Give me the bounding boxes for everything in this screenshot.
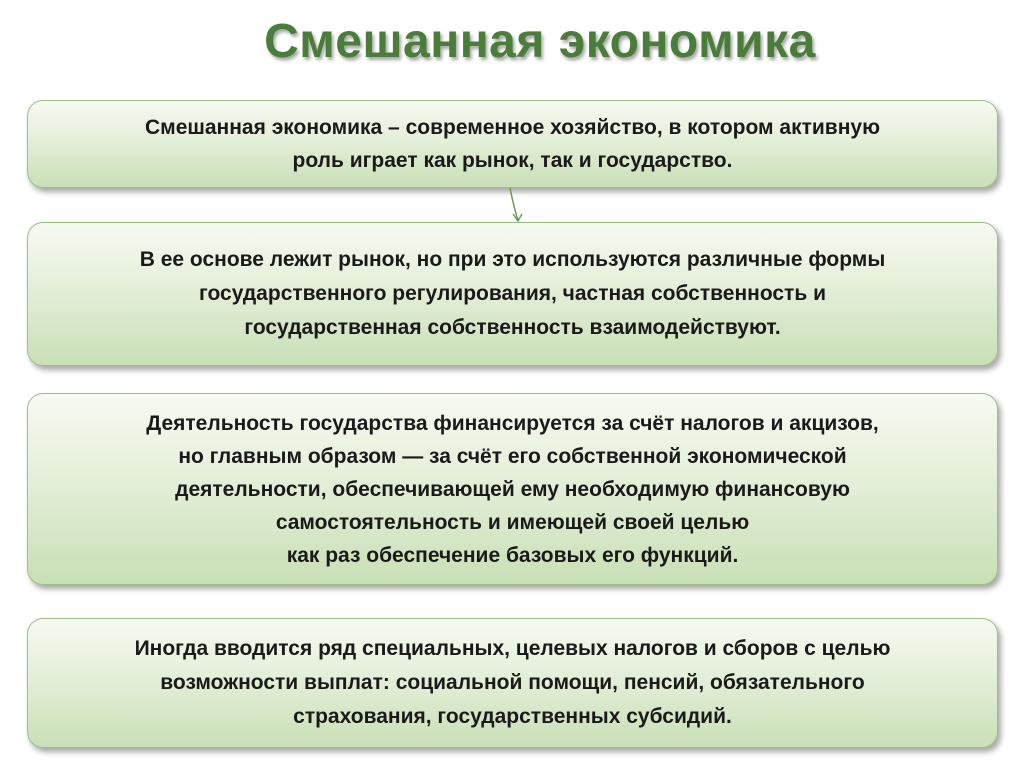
definition-text: Смешанная экономика – современное хозяйство, в котором активную роль играет как рынок, так и государство. [145,116,880,172]
basis-text: В ее основе лежит рынок, но при это используются различные формы государственного регулирования, частная собственность и государственная собственность взаимодействуют. [139,248,886,339]
special-taxes-text: Иногда вводится ряд специальных, целевых налогов и сборов с целью возможности выплат: социальной помощи, пенсий, обязательного страхования, государственных субсидий. [134,637,891,728]
connector-arrow-icon [498,184,538,226]
slide-title: Смешанная экономика [264,15,816,68]
special-taxes-box [27,618,998,748]
financing-box [27,393,998,585]
definition-box [27,100,998,188]
basis-box [27,222,998,366]
financing-text: Деятельность государства финансируется за счёт налогов и акцизов, но главным образом — за счёт его собственной экономической деятельности, обеспечивающей ему необходимую финансовую самостоятельность и имеющей своей целью как раз обеспечение базовых его функций. [146,411,879,567]
